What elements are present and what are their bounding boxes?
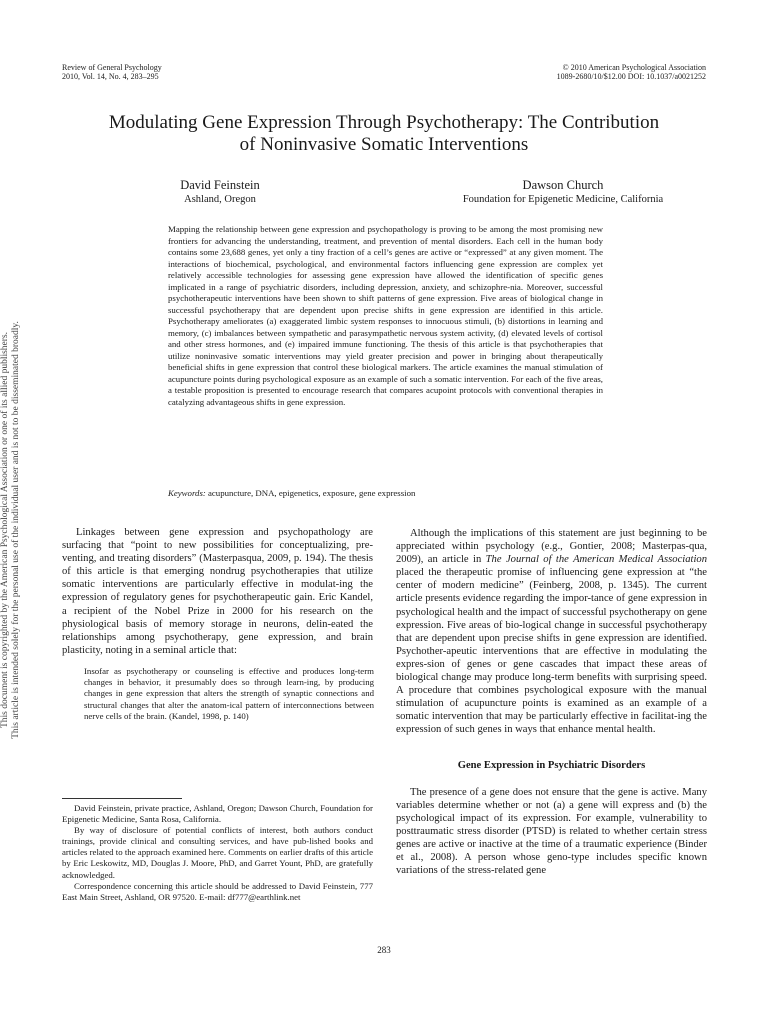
keywords-list: acupuncture, DNA, epigenetics, exposure, gene expression	[205, 488, 416, 498]
page-number: 283	[377, 945, 391, 955]
footnote-correspondence: Correspondence concerning this article should be addressed to David Feinstein, 777 East Main Street, Ashland, OR 97520. E-mail: df777@earthlink.net	[62, 880, 373, 902]
author-block-1	[145, 178, 295, 206]
side-notice-line-2: This article is intended solely for the personal use of the individual user and is not to be disseminated broadly.	[11, 321, 21, 739]
title-line-1: Modulating Gene Expression Through Psychotherapy: The Contribution	[108, 112, 660, 133]
article-title	[40, 112, 728, 156]
intro-paragraph: Linkages between gene expression and psychopathology are surfacing that “point to new possibilities for conceptualizing, pre-venting, and treating disorders” (Masterpasqua, 2009, p. 194). The thesis of this article is that emerging nondrug psychotherapies that utilize somatic interventions are particularly effective in modulat-ing the expression of regulatory genes for psychotherapeutic gain. Eric Kandel, a recipient of the Nobel Prize in 2000 for his research on the physiological basis of memory storage in neurons, delin-eated the relationships among psychotherapy, gene expression, and brain plasticity, noting in a seminal article that:	[62, 527, 373, 656]
paragraph-text: Although the implications of this statement are just beginning to be appreciated within psychology (e.g., Gontier, 2008; Masterpas-qua, 2009), an article in	[396, 528, 707, 566]
paragraph-text: placed the therapeutic promise of influencing gene expression at “the center of modern medicine” (Feinberg, 2008, p. 1345). The current article presents evidence regarding the impor-tance of gene expression in psychological health and the impact of successful psychotherapy on gene expression. Five areas of bio-logical change in successful psychotherapy that are dependent upon precise shifts in gene expression are identified. Psychother-apeutic interventions that are effective in modulating the expres-sion of genes or gene cascades that impact these areas of biological change may produce long-term benefits with surprising speed. A procedure that combines psychological exposure with the manual stimulation of acupuncture points is examined as an example of a somatic intervention that may be particularly effective in facilitat-ing the expression of such genes in ways that enhance mental health.	[396, 567, 707, 736]
author-affiliation: Ashland, Oregon	[184, 194, 256, 205]
footnote-affiliations: David Feinstein, private practice, Ashland, Oregon; Dawson Church, Foundation for Epigenetic Medicine, Santa Rosa, California.	[62, 803, 373, 825]
journal-volume: 2010, Vol. 14, No. 4, 283–295	[62, 72, 159, 81]
left-column	[62, 526, 373, 722]
side-notice-line-1: This document is copyrighted by the American Psychological Association or one of its allied publishers.	[0, 331, 10, 729]
section-heading: Gene Expression in Psychiatric Disorders	[457, 759, 646, 771]
journal-citation: The Journal of the American Medical Association	[485, 554, 707, 566]
author-block-2	[418, 178, 708, 206]
side-copyright-notice	[0, 300, 22, 760]
journal-name: Review of General Psychology	[62, 63, 162, 72]
running-header-right	[557, 63, 706, 81]
copyright-line: © 2010 American Psychological Association	[562, 63, 706, 72]
footnote-rule	[62, 798, 182, 799]
title-line-2: of Noninvasive Somatic Interventions	[239, 134, 529, 155]
right-column	[396, 527, 707, 877]
keywords-label: Keywords:	[168, 488, 206, 498]
footnote-disclosure: By way of disclosure of potential conflicts of interest, both authors conduct trainings, provide clinical and consulting services, and have pub-lished books and articles related to the approach examined here. Comments on earlier drafts of this article by Eric Leskowitz, MD, Douglas J. Moore, PhD, and Garret Yount, PhD, are gratefully acknowledged.	[62, 825, 373, 880]
footnotes	[62, 803, 373, 903]
abstract: Mapping the relationship between gene expression and psychopathology is proving to be among the most promising new frontiers for advancing the understanding, treatment, and prevention of mental disorders. Each cell in the human body contains some 23,688 genes, yet only a tiny fraction of a cell’s genes are active or “expressed” at any given moment. The interactions of biochemical, psychological, and environmental factors influencing gene expression are complex yet relatively accessible technologies for assessing gene expression have allowed the identification of specific genes implicated in a range of psychiatric disorders, including depression, anxiety, and schizophre-nia. Moreover, successful psychotherapeutic interventions have been shown to shift patterns of gene expression. Five areas of biological change in successful psychotherapy that are dependent upon precise shifts in gene expression are identified in this article. Psychotherapy ameliorates (a) exaggerated limbic system responses to innocuous stimuli, (b) distortions in learning and memory, (c) imbalances between sympathetic and parasympathetic nervous system activity, (d) elevated levels of cortisol and other stress hormones, and (e) impaired immune functioning. The thesis of this article is that psychotherapies that utilize noninvasive somatic interventions may yield greater precision and power in bringing about therapeutically beneficial shifts in gene expression that control these biological markers. The article examines the manual stimulation of acupuncture points during psychological exposure as an example of such a somatic intervention. For each of the five areas, a testable proposition is presented to encourage research that compares acupoint protocols with conventional therapies in catalyzing advantageous shifts in gene expression.	[168, 224, 603, 407]
author-name: Dawson Church	[522, 178, 604, 192]
author-affiliation: Foundation for Epigenetic Medicine, California	[462, 194, 664, 205]
section-paragraph: The presence of a gene does not ensure that the gene is active. Many variables determine whether or not (a) a gene will express and (b) the psychological impact of its expression. For example, vulnerability to posttraumatic stress disorder (PTSD) is related to whether certain stress genes are active or inactive at the time of a traumatic experience (Binder et al., 2008). A person whose geno-type includes specific known variations of the stress-related gene	[396, 786, 707, 877]
doi-line: 1089-2680/10/$12.00 DOI: 10.1037/a0021252	[556, 72, 706, 81]
implications-paragraph	[396, 527, 707, 737]
author-name: David Feinstein	[180, 178, 260, 192]
keywords	[168, 488, 603, 499]
running-header-left	[62, 63, 162, 81]
block-quote: Insofar as psychotherapy or counseling is effective and produces long-term changes in behavior, it presumably does so through learn-ing, by producing changes in gene expression that alters the strength of synaptic connections and structural changes that alter the anatom-ical pattern of interconnections between nerve cells of the brain. (Kandel, 1998, p. 140)	[84, 665, 374, 721]
